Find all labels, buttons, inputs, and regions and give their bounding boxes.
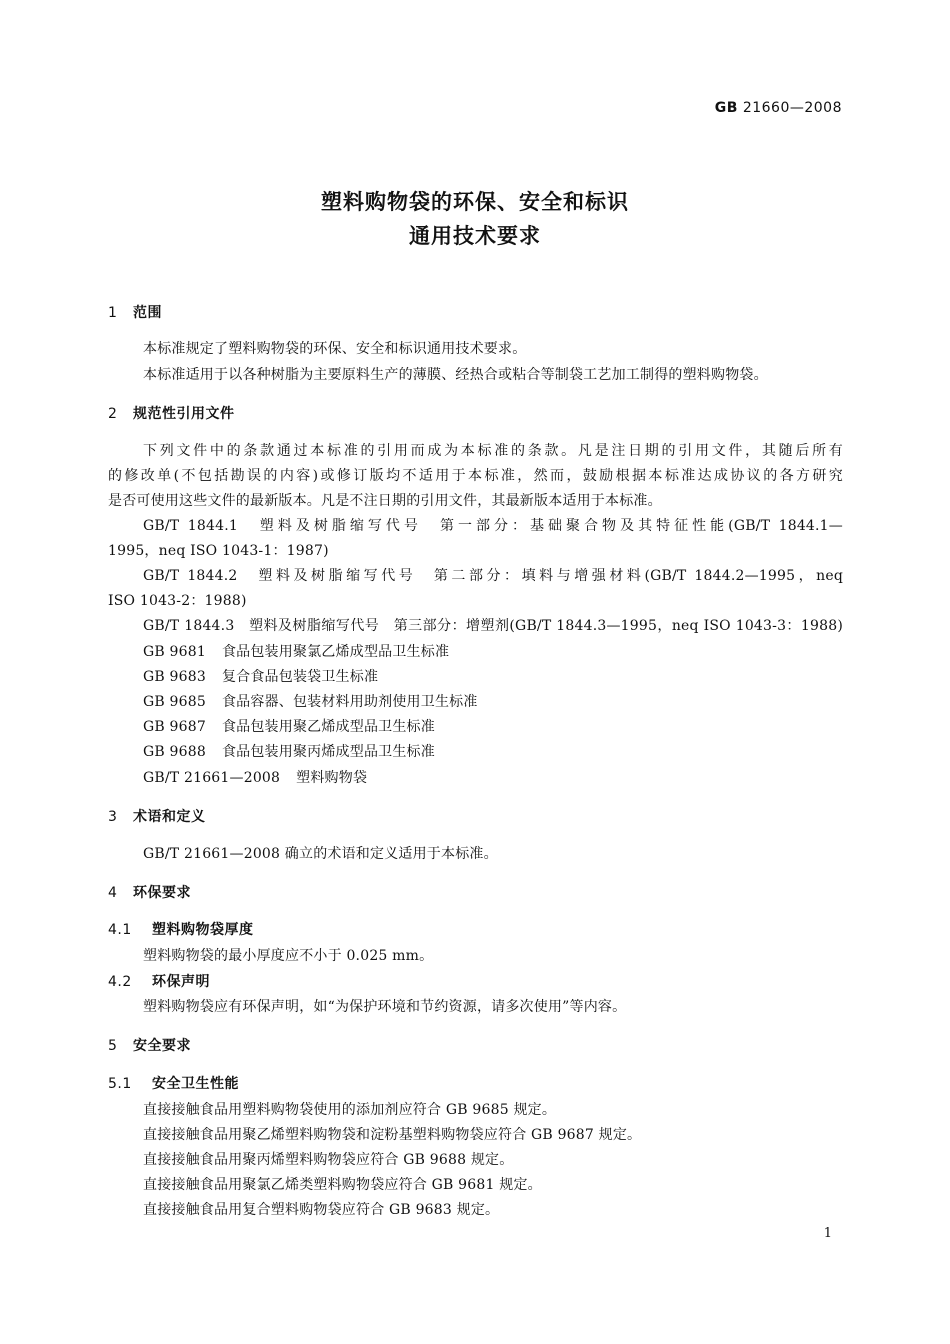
- title-line-1: 塑料购物袋的环保、安全和标识: [321, 190, 629, 214]
- subsection-number: 4.1: [108, 922, 132, 938]
- section-number: 4: [108, 885, 118, 901]
- section-title: 环保要求: [133, 885, 191, 901]
- subsection-number: 4.2: [108, 974, 132, 990]
- reference-code: GB 9681: [143, 644, 206, 660]
- section-number: 2: [108, 406, 118, 422]
- paragraph: 本标准适用于以各种树脂为主要原料生产的薄膜、经热合或粘合等制袋工艺加工制得的塑料购物袋。: [143, 367, 768, 383]
- subsection-title: 环保声明: [152, 974, 210, 990]
- section-title: 安全要求: [133, 1038, 191, 1054]
- header-number: 21660—2008: [742, 100, 842, 116]
- header-prefix: GB: [714, 100, 738, 116]
- reference-name: 食品容器、包装材料用助剂使用卫生标准: [221, 694, 478, 710]
- reference-item: [143, 666, 378, 686]
- page-number: 1: [823, 1226, 832, 1241]
- section-number: 5: [108, 1038, 118, 1054]
- section-title: 术语和定义: [133, 809, 206, 825]
- paragraph: 直接接触食品用聚丙烯塑料购物袋应符合 GB 9688 规定。: [143, 1152, 514, 1168]
- reference-code: GB 9685: [143, 694, 206, 710]
- reference-item: [143, 741, 435, 761]
- paragraph: 直接接触食品用塑料购物袋使用的添加剂应符合 GB 9685 规定。: [143, 1102, 557, 1118]
- reference-code: GB/T 21661—2008: [143, 770, 281, 786]
- reference-code: GB 9687: [143, 719, 206, 735]
- title-line-2: 通用技术要求: [409, 224, 541, 248]
- section-2-heading: [108, 403, 235, 423]
- subsection-number: 5.1: [108, 1076, 132, 1092]
- subsection-4-2-heading: [108, 971, 210, 991]
- reference-item: [143, 641, 449, 661]
- subsection-4-1-heading: [108, 919, 254, 939]
- reference-item: [143, 716, 435, 736]
- reference-code: GB 9688: [143, 744, 206, 760]
- subsection-title: 安全卫生性能: [152, 1076, 239, 1092]
- section-number: 1: [108, 305, 118, 321]
- paragraph: 直接接触食品用复合塑料购物袋应符合 GB 9683 规定。: [143, 1202, 500, 1218]
- section-1-heading: [108, 302, 162, 322]
- reference-name: 塑料购物袋: [296, 770, 368, 786]
- reference-line: GB/T 1844.2 塑料及树脂缩写代号 第二部分：填料与增强材料(GB/T 1844.2—1995，neq: [143, 568, 843, 584]
- subsection-5-1-heading: [108, 1073, 239, 1093]
- paragraph: GB/T 21661—2008 确立的术语和定义适用于本标准。: [143, 846, 498, 862]
- reference-item: [143, 691, 478, 711]
- paragraph: 本标准规定了塑料购物袋的环保、安全和标识通用技术要求。: [143, 341, 527, 357]
- section-number: 3: [108, 809, 118, 825]
- paragraph: 直接接触食品用聚乙烯塑料购物袋和淀粉基塑料购物袋应符合 GB 9687 规定。: [143, 1127, 642, 1143]
- paragraph: 塑料购物袋的最小厚度应不小于 0.025 mm。: [143, 948, 434, 964]
- reference-line: GB/T 1844.3 塑料及树脂缩写代号 第三部分：增塑剂(GB/T 1844.3—1995，neq ISO 1043-3：1988): [143, 618, 843, 634]
- reference-name: 食品包装用聚乙烯成型品卫生标准: [221, 719, 435, 735]
- reference-code: GB 9683: [143, 669, 206, 685]
- section-4-heading: [108, 882, 191, 902]
- intro-line: 下列文件中的条款通过本标准的引用而成为本标准的条款。凡是注日期的引用文件，其随后所有: [143, 443, 843, 459]
- standard-header: [715, 100, 842, 116]
- paragraph: 塑料购物袋应有环保声明，如“为保护环境和节约资源，请多次使用”等内容。: [143, 999, 627, 1015]
- paragraph: 直接接触食品用聚氯乙烯类塑料购物袋应符合 GB 9681 规定。: [143, 1177, 542, 1193]
- reference-item: [143, 767, 367, 787]
- section-5-heading: [108, 1035, 191, 1055]
- subsection-title: 塑料购物袋厚度: [152, 922, 254, 938]
- intro-line: 是否可使用这些文件的最新版本。凡是不注日期的引用文件，其最新版本适用于本标准。: [108, 493, 662, 509]
- reference-name: 食品包装用聚氯乙烯成型品卫生标准: [221, 644, 450, 660]
- reference-name: 食品包装用聚丙烯成型品卫生标准: [221, 744, 435, 760]
- section-title: 规范性引用文件: [133, 406, 235, 422]
- reference-line: 1995，neq ISO 1043-1：1987): [108, 543, 329, 559]
- section-3-heading: [108, 806, 206, 826]
- reference-line: GB/T 1844.1 塑料及树脂缩写代号 第一部分：基础聚合物及其特征性能(GB/T 1844.1—: [143, 518, 843, 534]
- section-title: 范围: [133, 305, 162, 321]
- reference-line: ISO 1043-2：1988): [108, 593, 247, 609]
- intro-line: 的修改单(不包括勘误的内容)或修订版均不适用于本标准，然而，鼓励根据本标准达成协议的各方研究: [108, 468, 843, 484]
- reference-name: 复合食品包装袋卫生标准: [221, 669, 379, 685]
